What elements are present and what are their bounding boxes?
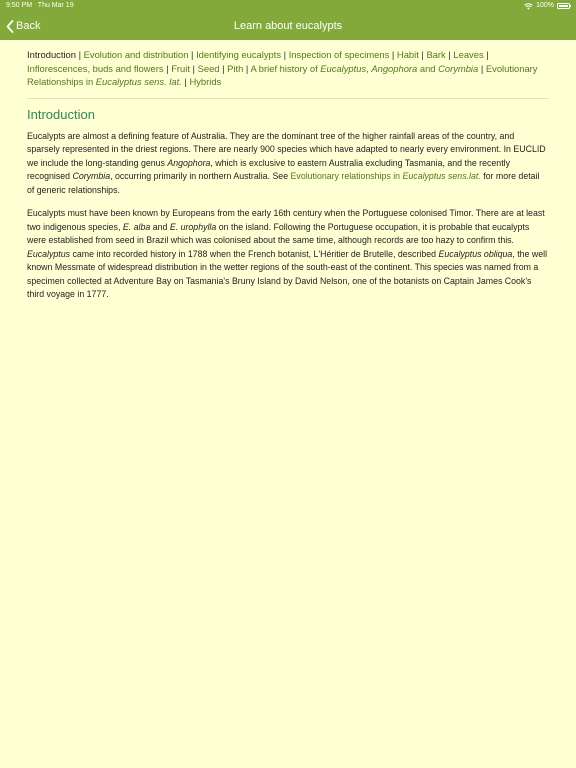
toc-item-evolution[interactable]: Evolution and distribution	[83, 49, 189, 60]
intro-paragraph-2	[27, 207, 549, 302]
toc-history-genus-2: Angophora	[371, 62, 418, 74]
toc-history-genus-3: Corymbia	[438, 62, 479, 74]
toc-separator: |	[478, 62, 486, 74]
p2-text-2: and	[150, 221, 170, 232]
p1-text-3: , occurring primarily in northern Australia. See	[110, 171, 291, 181]
p2-italic-e-alba: E. alba	[122, 221, 151, 232]
wifi-icon	[524, 3, 533, 10]
toc-separator: |	[483, 49, 489, 60]
p2-text-1: Eucalypts must have been known by Europeans from the early 16th century when the Portuguese colonised Timor. There are at least two indigenous species,	[27, 208, 545, 232]
toc-history-prefix: A brief history of	[250, 62, 321, 74]
toc-history-and: and	[417, 62, 439, 74]
p1-text-2: , which is exclusive to eastern Australia excluding Tasmania, and the recently recognised	[27, 157, 510, 181]
link-text: Evolutionary relationships in	[290, 171, 403, 181]
status-time-text: 9:50 PM	[6, 2, 33, 9]
toc-separator: |	[181, 76, 190, 87]
toc-separator: |	[243, 62, 251, 74]
p1-text-4: for more detail of generic relationships.	[27, 171, 540, 195]
p2-text-5: , the well known Messmate of widespread distribution in the wetter regions of the south-east of the continent. This species was named from a specimen collected at Adventure Bay on Tasmania's Bruny Island by David Nelson, one of the botanists on Captain James Cook's third voyage in 1777.	[27, 248, 548, 299]
toc-item-inspection[interactable]: Inspection of specimens	[288, 49, 390, 60]
section-heading: Introduction	[27, 106, 95, 122]
toc-separator: |	[163, 62, 172, 74]
back-label: Back	[16, 20, 41, 32]
p1-italic-angophora: Angophora	[167, 157, 211, 168]
toc-item-inflorescences[interactable]: Inflorescences, buds and flowers	[27, 62, 164, 74]
divider	[27, 98, 549, 99]
link-italic: Eucalyptus sens.lat.	[402, 171, 481, 181]
battery-percent: 100%	[536, 2, 554, 9]
toc-history-genus-1: Eucalyptus	[320, 62, 367, 74]
status-date: Thu Mar 19	[37, 2, 74, 9]
toc-evol-prefix: Evolutionary Relationships in	[27, 62, 538, 87]
toc-separator: |	[76, 49, 84, 60]
toc-item-identifying[interactable]: Identifying eucalypts	[196, 49, 282, 60]
p2-text-4: came into recorded history in 1788 when the French botanist, L'Héritier de Brutelle, described	[70, 248, 439, 259]
toc-item-leaves[interactable]: Leaves	[453, 49, 484, 60]
toc-item-habit[interactable]: Habit	[396, 49, 419, 60]
toc-item-fruit[interactable]: Fruit	[171, 62, 190, 74]
p1-text-1: Eucalypts are almost a defining feature of Australia. They are the dominant tree of the higher rainfall areas of the country, and sparsely represented in the driest regions. There are nearly 900 species which have adapted to nearly every environment. In EUCLID we include the long-standing genus	[27, 130, 546, 168]
evolutionary-relationships-link[interactable]	[291, 171, 481, 181]
intro-paragraph-1	[27, 130, 549, 198]
toc-item-introduction[interactable]: Introduction	[27, 49, 76, 60]
page-title: Learn about eucalypts	[233, 20, 343, 32]
p2-italic-e-urophylla: E. urophylla	[169, 221, 217, 232]
p2-italic-e-obliqua: Eucalyptus obliqua	[438, 248, 513, 259]
content-area	[27, 48, 549, 312]
table-of-contents	[27, 48, 549, 89]
toc-separator: |	[219, 62, 228, 74]
toc-history-comma: ,	[366, 62, 372, 74]
toc-separator: |	[389, 49, 397, 60]
p1-italic-corymbia: Corymbia	[72, 171, 111, 181]
p2-italic-eucalyptus: Eucalyptus	[27, 248, 71, 259]
toc-item-pith[interactable]: Pith	[227, 62, 244, 74]
p2-text-3: on the island. Following the Portuguese occupation, it is probable that eucalypts were established from seed in Brazil which was colonised about the same time, although records are too hazy to confirm this.	[27, 221, 530, 245]
toc-separator: |	[445, 49, 454, 60]
status-time	[6, 0, 74, 12]
status-right	[524, 0, 570, 12]
toc-item-seed[interactable]: Seed	[197, 62, 220, 74]
battery-icon	[557, 3, 570, 9]
toc-item-hybrids[interactable]: Hybrids	[189, 76, 222, 87]
toc-separator: |	[188, 49, 197, 60]
navigation-bar	[0, 12, 576, 40]
toc-separator: |	[189, 62, 198, 74]
status-bar	[0, 0, 576, 12]
toc-evol-name: Eucalyptus sens. lat.	[95, 76, 182, 87]
toc-separator: |	[418, 49, 427, 60]
toc-item-bark[interactable]: Bark	[426, 49, 446, 60]
toc-item-history[interactable]	[250, 63, 478, 74]
toc-separator: |	[281, 49, 289, 60]
